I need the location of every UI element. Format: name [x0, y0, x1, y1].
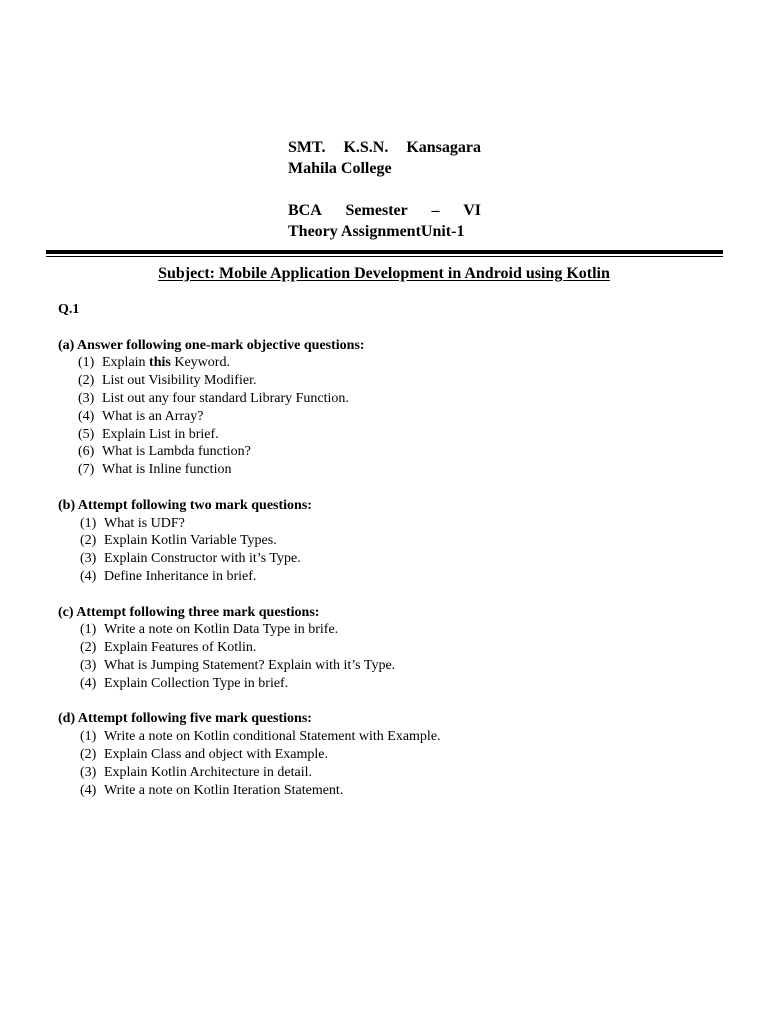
- section-heading: (a) Answer following one-mark objective questions:: [58, 337, 365, 353]
- list-item: [58, 728, 718, 746]
- subject-heading: Subject: Mobile Application Development in Android using Kotlin: [158, 265, 610, 282]
- list-item: [58, 550, 718, 568]
- course-semester-line: [288, 200, 481, 221]
- section-heading: (d) Attempt following five mark questions:: [58, 711, 312, 727]
- item-number: (1): [80, 622, 97, 638]
- header-word: Kansagara: [406, 139, 481, 156]
- list-item: [58, 408, 718, 426]
- header-divider-thick: [46, 250, 723, 254]
- header-word: BCA: [288, 202, 322, 219]
- item-text: Explain Constructor with it’s Type.: [104, 551, 301, 567]
- header-divider-thin: [46, 256, 723, 257]
- item-text: Explain Kotlin Variable Types.: [104, 533, 277, 549]
- section-d: [58, 710, 718, 799]
- item-number: (2): [78, 373, 95, 389]
- item-text: What is Jumping Statement? Explain with it’s Type.: [104, 657, 396, 673]
- item-number: (7): [78, 462, 95, 478]
- item-text: Explain Kotlin Architecture in detail.: [104, 764, 312, 780]
- item-number: (3): [80, 764, 97, 780]
- item-number: (3): [80, 551, 97, 567]
- list-item: [58, 568, 718, 586]
- item-text: Define Inheritance in brief.: [104, 568, 257, 584]
- question-content: [58, 301, 718, 817]
- item-number: (4): [80, 675, 97, 691]
- college-name-line-2: Mahila College: [288, 160, 392, 177]
- item-number: (4): [78, 408, 95, 424]
- item-number: (2): [80, 746, 97, 762]
- item-text: Write a note on Kotlin Iteration Statement.: [104, 782, 344, 798]
- item-number: (1): [80, 729, 97, 745]
- item-number: (4): [80, 782, 97, 798]
- item-text: Explain Features of Kotlin.: [104, 640, 257, 656]
- item-text: List out any four standard Library Function.: [102, 390, 349, 406]
- list-item: [58, 372, 718, 390]
- item-text: Write a note on Kotlin Data Type in brife.: [104, 622, 339, 638]
- item-text: What is an Array?: [102, 408, 204, 424]
- item-text: What is UDF?: [104, 515, 185, 531]
- item-number: (3): [78, 390, 95, 406]
- item-text: Explain Collection Type in brief.: [104, 675, 289, 691]
- question-label: Q.1: [58, 302, 80, 317]
- item-text: Explain this Keyword.: [102, 355, 230, 371]
- header-word: SMT.: [288, 139, 326, 156]
- list-item: [58, 532, 718, 550]
- bold-keyword: this: [149, 355, 171, 371]
- item-text: What is Lambda function?: [102, 444, 251, 460]
- item-text: Explain List in brief.: [102, 426, 219, 442]
- list-item: [58, 426, 718, 444]
- list-item: [58, 675, 718, 693]
- item-text: List out Visibility Modifier.: [102, 373, 257, 389]
- item-number: (4): [80, 568, 97, 584]
- item-number: (1): [80, 515, 97, 531]
- list-item: [58, 621, 718, 639]
- list-item: [58, 764, 718, 782]
- header-word: –: [431, 202, 440, 219]
- item-number: (3): [80, 657, 97, 673]
- list-item: [58, 746, 718, 764]
- section-heading: (b) Attempt following two mark questions:: [58, 497, 312, 513]
- item-number: (6): [78, 444, 95, 460]
- item-text: Write a note on Kotlin conditional Statement with Example.: [104, 729, 441, 745]
- item-text: Explain Class and object with Example.: [104, 746, 328, 762]
- item-text: What is Inline function: [102, 462, 232, 478]
- list-item: [58, 515, 718, 533]
- header-word: Semester: [345, 202, 408, 219]
- list-item: [58, 354, 718, 372]
- section-heading: (c) Attempt following three mark questions:: [58, 604, 320, 620]
- item-number: (2): [80, 640, 97, 656]
- section-b: [58, 497, 718, 586]
- list-item: [58, 657, 718, 675]
- list-item: [58, 639, 718, 657]
- college-header: [288, 137, 481, 242]
- list-item: [58, 782, 718, 800]
- header-word: K.S.N.: [343, 139, 389, 156]
- list-item: [58, 390, 718, 408]
- item-number: (5): [78, 426, 95, 442]
- list-item: [58, 461, 718, 479]
- college-name-line-1: [288, 137, 481, 158]
- section-c: [58, 604, 718, 693]
- header-word: VI: [463, 202, 481, 219]
- section-a: [58, 337, 718, 479]
- assignment-title: Theory AssignmentUnit-1: [288, 223, 465, 240]
- item-number: (2): [80, 533, 97, 549]
- item-number: (1): [78, 355, 95, 371]
- list-item: [58, 443, 718, 461]
